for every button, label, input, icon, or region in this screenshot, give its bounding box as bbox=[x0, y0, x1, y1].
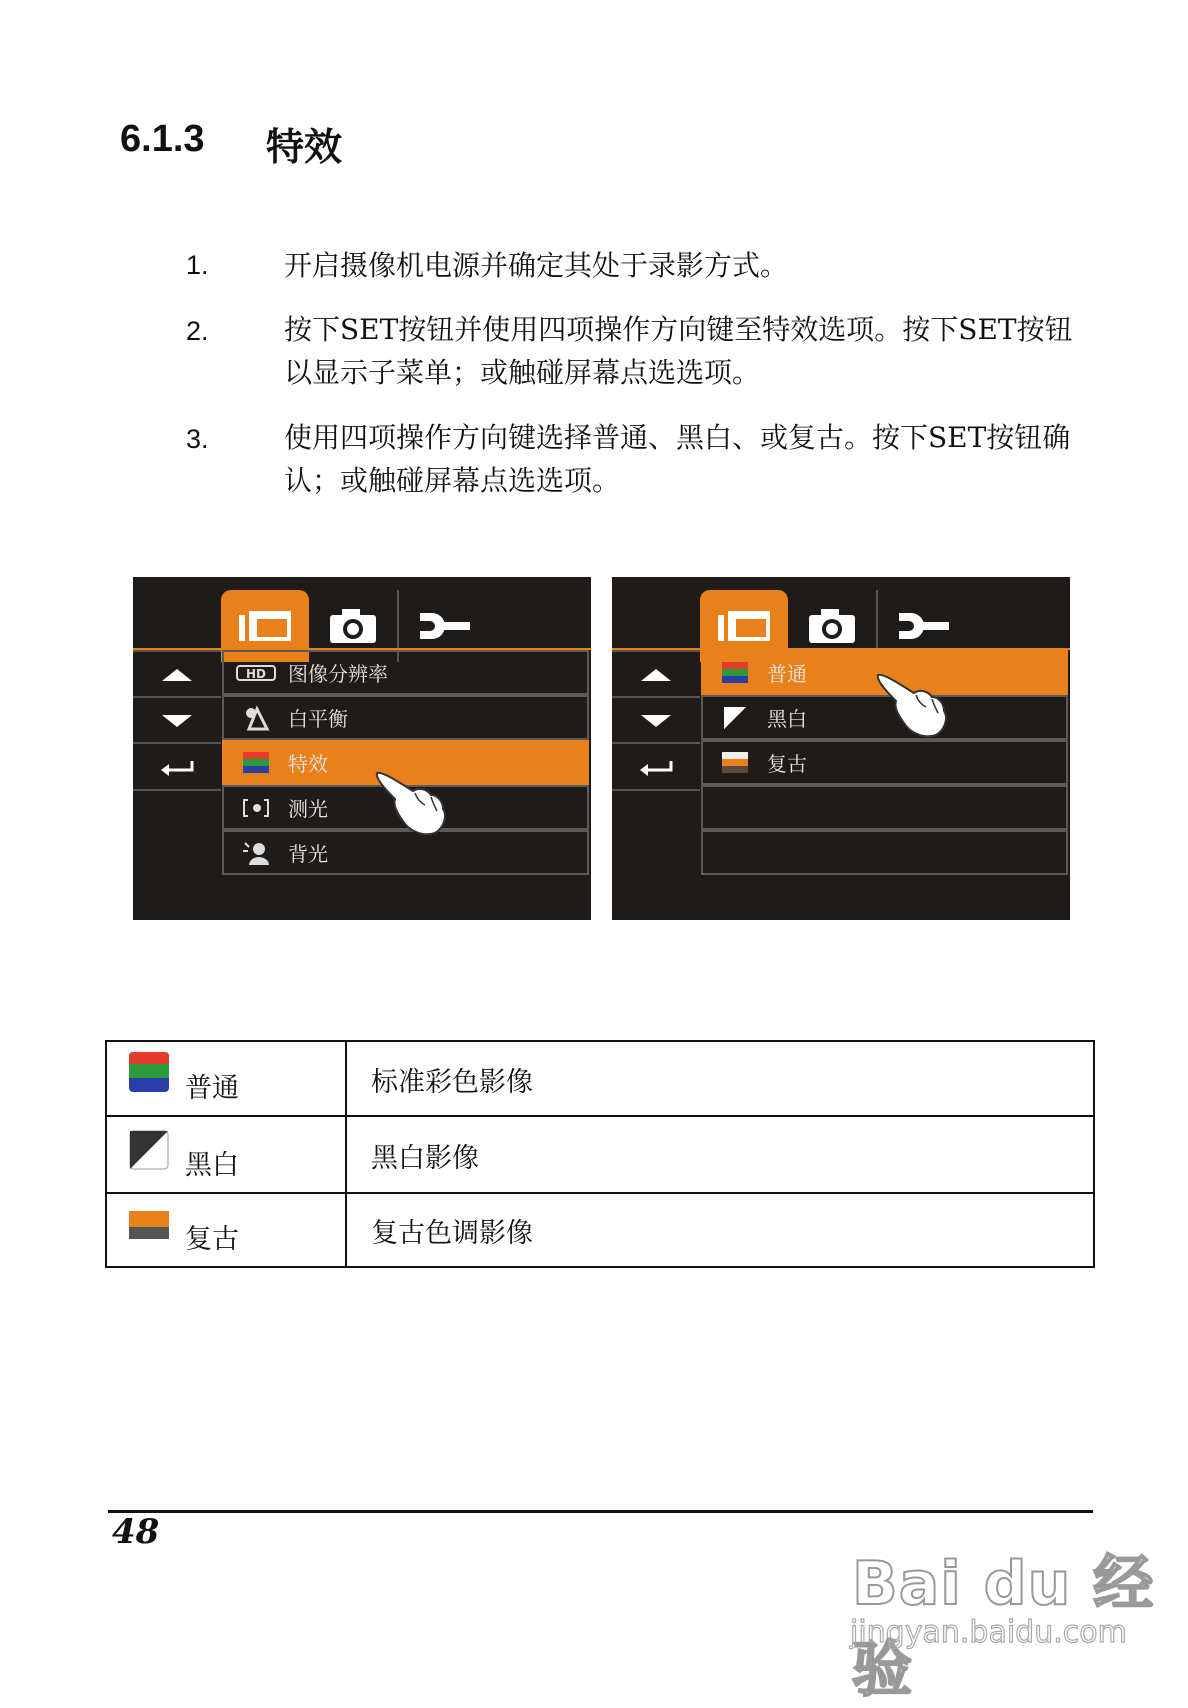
menu-item-label: 背光 bbox=[288, 842, 328, 866]
table-row-separator bbox=[107, 1115, 1093, 1117]
table-row-name: 黑白 bbox=[185, 1150, 239, 1181]
step-2-number: 2. bbox=[186, 316, 209, 346]
menu-item-retro[interactable] bbox=[701, 740, 1068, 785]
video-mode-icon bbox=[237, 609, 293, 643]
camera-screen-settings bbox=[133, 577, 591, 920]
retro-icon bbox=[129, 1211, 169, 1243]
hd-icon bbox=[234, 663, 278, 683]
menu-item-label: 图像分辨率 bbox=[288, 662, 388, 686]
effect-table bbox=[105, 1040, 1095, 1268]
nav-back-button[interactable] bbox=[133, 742, 221, 791]
section-title: 特效 bbox=[266, 125, 343, 169]
normal-icon bbox=[713, 662, 757, 684]
step-3-number: 3. bbox=[186, 424, 209, 454]
nav-up-button[interactable] bbox=[133, 650, 221, 697]
return-icon bbox=[159, 758, 195, 776]
menu-item-label: 白平衡 bbox=[288, 707, 348, 731]
video-mode-icon bbox=[716, 609, 772, 643]
nav-up-button[interactable] bbox=[612, 650, 700, 697]
menu-item-white-balance[interactable] bbox=[222, 695, 589, 740]
wrench-icon bbox=[416, 609, 472, 643]
camera-icon bbox=[807, 607, 857, 645]
table-row-desc: 标准彩色影像 bbox=[371, 1067, 533, 1098]
menu-item-empty bbox=[701, 785, 1068, 830]
step-2-text: 按下SET按钮并使用四项操作方向键至特效选项。按下SET按钮以显示子菜单；或触碰屏幕点选选项。 bbox=[284, 313, 1073, 389]
table-row-desc: 复古色调影像 bbox=[371, 1218, 533, 1249]
camera-screen-effect-submenu bbox=[612, 577, 1070, 920]
footer-rule bbox=[108, 1510, 1093, 1513]
effect-icon bbox=[234, 752, 278, 774]
menu-item-label: 复古 bbox=[767, 752, 807, 776]
page-number: 48 bbox=[112, 1512, 160, 1552]
menu-item-label: 特效 bbox=[288, 752, 328, 776]
menu-item-label: 黑白 bbox=[767, 707, 807, 731]
nav-down-button[interactable] bbox=[612, 696, 700, 743]
step-3-text: 使用四项操作方向键选择普通、黑白、或复古。按下SET按钮确认；或触碰屏幕点选选项。 bbox=[284, 421, 1071, 497]
hand-pointer-icon bbox=[874, 669, 954, 739]
arrow-down-icon bbox=[160, 713, 194, 729]
svg-text:HD: HD bbox=[245, 666, 267, 681]
arrow-up-icon bbox=[639, 667, 673, 683]
white-balance-icon bbox=[234, 705, 278, 731]
arrow-up-icon bbox=[160, 667, 194, 683]
table-row-name: 复古 bbox=[185, 1224, 239, 1255]
wrench-icon bbox=[895, 609, 951, 643]
nav-buttons bbox=[133, 650, 221, 793]
menu-item-label: 普通 bbox=[767, 662, 807, 686]
return-icon bbox=[638, 758, 674, 776]
nav-down-button[interactable] bbox=[133, 696, 221, 743]
backlight-icon bbox=[234, 839, 278, 867]
table-row-separator bbox=[107, 1192, 1093, 1194]
normal-icon bbox=[129, 1052, 169, 1096]
bw-icon bbox=[129, 1130, 169, 1174]
camera-icon bbox=[328, 607, 378, 645]
watermark-url: jingyan.baidu.com bbox=[850, 1615, 1127, 1650]
nav-back-button[interactable] bbox=[612, 742, 700, 791]
table-row-name: 普通 bbox=[185, 1073, 239, 1104]
arrow-down-icon bbox=[639, 713, 673, 729]
bw-icon bbox=[713, 706, 757, 730]
retro-icon bbox=[713, 752, 757, 774]
menu-item-empty bbox=[701, 830, 1068, 875]
menu-item-label: 测光 bbox=[288, 797, 328, 821]
step-1-text: 开启摄像机电源并确定其处于录影方式。 bbox=[284, 249, 789, 282]
table-row-desc: 黑白影像 bbox=[371, 1143, 479, 1174]
menu-item-resolution[interactable] bbox=[222, 650, 589, 695]
step-1-number: 1. bbox=[186, 250, 209, 280]
table-divider bbox=[345, 1042, 347, 1266]
nav-buttons bbox=[612, 650, 700, 793]
section-number: 6.1.3 bbox=[120, 118, 205, 160]
watermark-logo: Bai du 经验 bbox=[852, 1549, 1155, 1705]
metering-icon bbox=[234, 797, 278, 819]
hand-pointer-icon bbox=[373, 767, 453, 837]
